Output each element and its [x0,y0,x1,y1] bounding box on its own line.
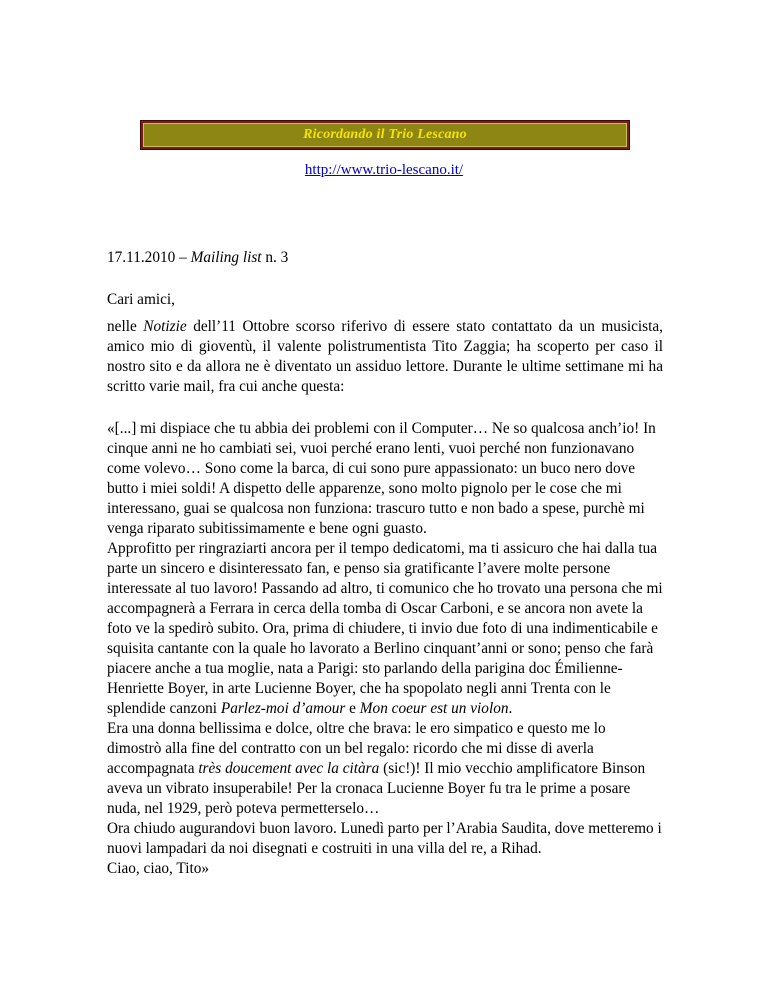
quote-p3-italic: très doucement avec la citàra [198,760,380,777]
intro-text-start: nelle [107,318,144,335]
dateline-dash: – [175,249,191,266]
dateline-label: Mailing list [190,249,262,266]
header-banner [140,120,630,150]
dateline-date: 17.11.2010 [107,249,176,266]
site-url-link[interactable]: http://www.trio-lescano.it/ [304,162,464,178]
quote-paragraph-2 [107,539,663,719]
quote-p3-text-end: (sic!)! Il mio vecchio amplificatore Binson aveva un vibrato insuperabile! Per la cronaca Lucienne Boyer fu tra le prime a posare nuda, nel 1929, però poteva permetterselo… [107,760,646,817]
quote-song-2: Mon coeur est un violon [359,700,509,717]
header-banner-inner [143,123,627,147]
quote-paragraph-4: Ora chiudo augurandovi buon lavoro. Lunedì parto per l’Arabia Saudita, dove metteremo i nuovi lampadari da noi disegnati e costruiti in una villa del re, a Rihad. [107,820,662,857]
greeting: Cari amici, [107,291,175,308]
quote-song-1: Parlez-moi d’amour [220,700,346,717]
quote-p2-text: Approfitto per ringraziarti ancora per il tempo dedicatomi, ma ti assicuro che hai dalla tua parte un sincero e disinteressato fan, e penso sia gratificante l’avere molte persone interessate al tuo lavoro! Passando ad altro, ti comunico che ho trovato una persona che mi accompagnerà a Ferrara in cerca della tomba di Oscar Carboni, e se ancora non avete la foto ve la spedirò subito. Ora, prima di chiudere, ti invio due foto di una indimenticabile e squisita cantante con la quale ho lavorato a Berlino cinquant’anni or sono; penso che farà piacere anche a tua moglie, nata a Parigi: sto parlando della parigina doc Émilienne-Henriette Boyer, in arte Lucienne Boyer, che ha spopolato negli anni Trenta con le splendide canzoni [107,540,663,717]
intro-text-end: dell’11 Ottobre scorso riferivo di essere stato contattato da un musicista, amico mio di gioventù, il valente polistrumentista Tito Zaggia; ha scoperto per caso il nostro sito e da allora ne è diventato un assiduo lettore. Durante le ultime settimane mi ha scritto varie mail, fra cui anche questa: [107,318,663,395]
quote-paragraph-1: «[...] mi dispiace che tu abbia dei problemi con il Computer… Ne so qualcosa anch’io! In cinque anni ne ho cambiati sei, vuoi perché erano lenti, vuoi perché non funzionavano come volevo… Sono come la barca, di cui sono pure appassionato: un buco nero dove butto i miei soldi! A dispetto delle apparenze, sono molto pignolo per le cose che mi interessano, guai se qualcosa non funziona: trascuro tutto e non bado a spese, purchè mi venga riparato subitissimamente e bene ogni guasto. [107,420,656,537]
intro-paragraph [107,317,663,397]
quote-p2-end: . [508,700,513,717]
quote-paragraph-3 [107,719,663,819]
banner-title: Ricordando il Trio Lescano [303,127,467,142]
quote-signoff: Ciao, ciao, Tito» [107,860,209,877]
dateline-number: n. 3 [261,249,289,266]
quote-p3-text-start: Era una donna bellissima e dolce, oltre che brava: le ero simpatico e questo me lo dimostrò alla fine del contratto con un bel regalo: ricordo che mi disse di averla accompagnata [107,720,606,777]
dateline [107,248,288,268]
quote-p2-and: e [345,700,360,717]
intro-notizie: Notizie [143,318,187,335]
quoted-mail [107,419,663,879]
